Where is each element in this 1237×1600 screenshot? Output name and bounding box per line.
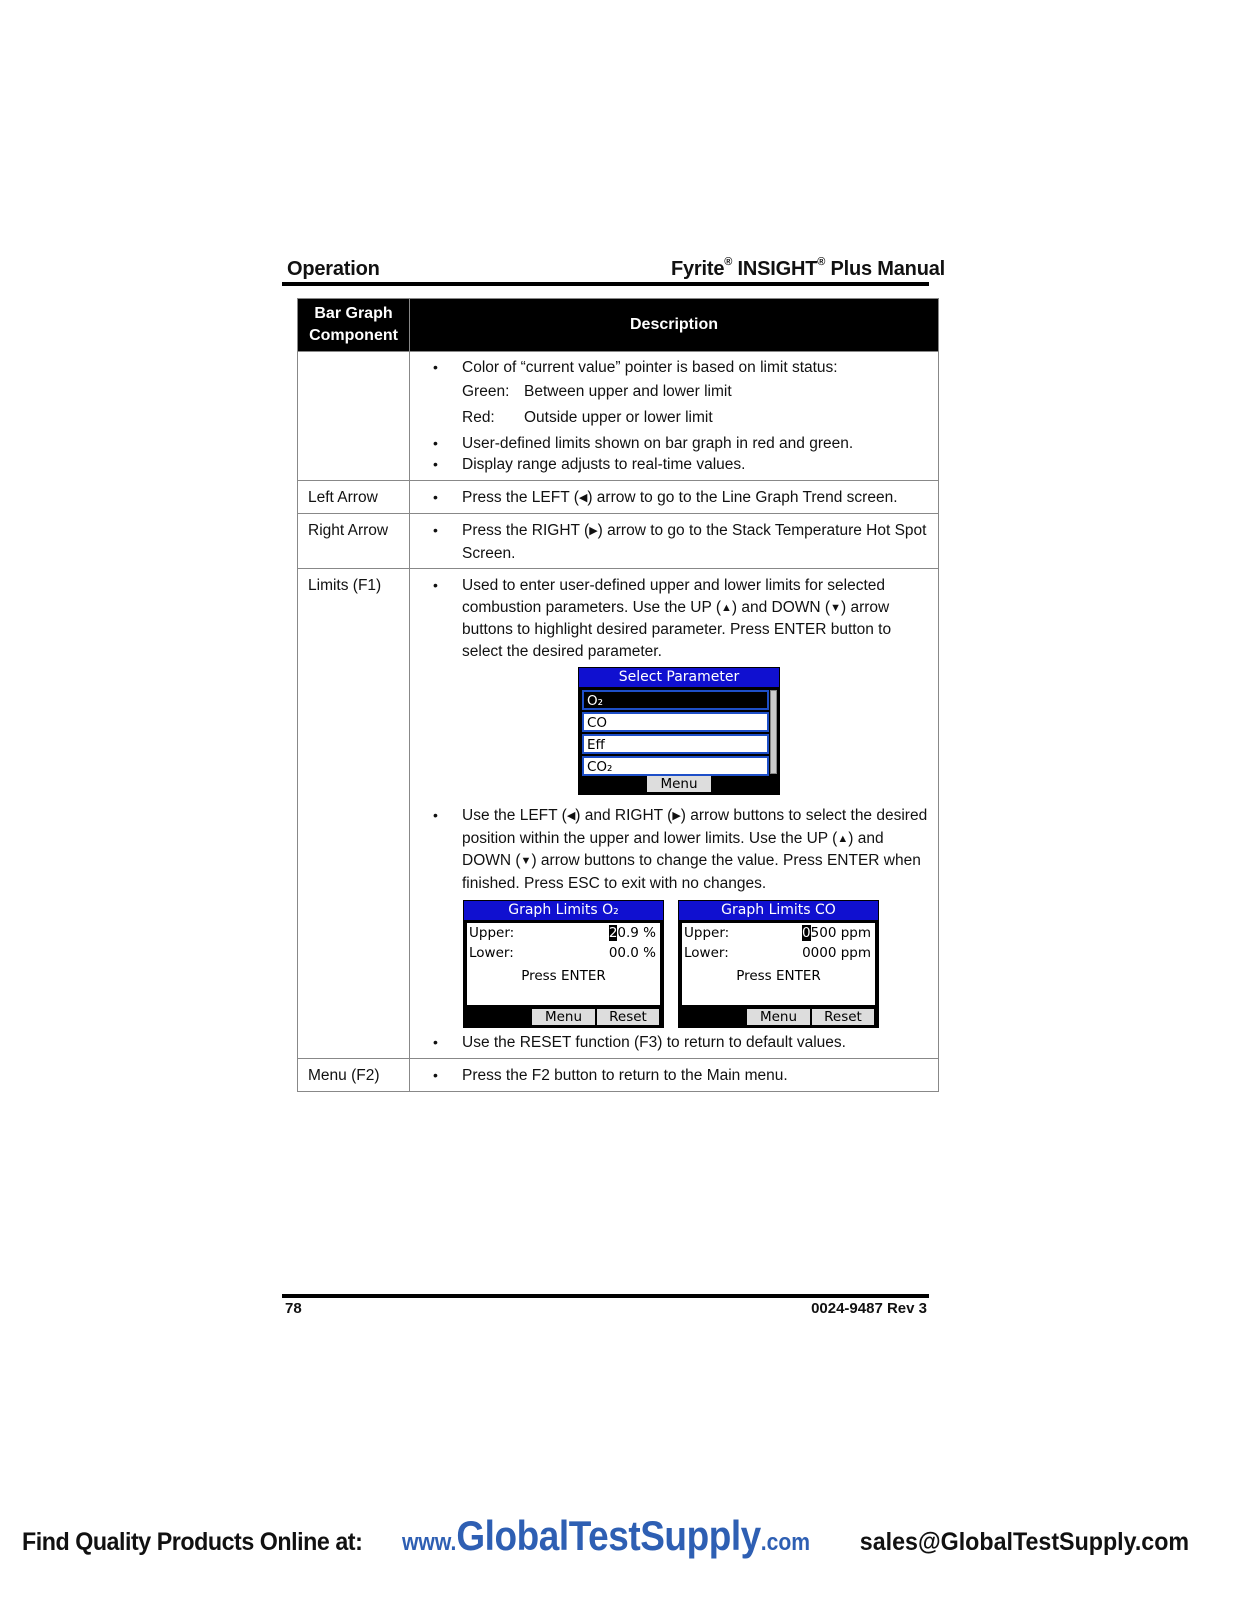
status-value: Outside upper or lower limit — [524, 408, 713, 426]
text: Use the LEFT ( — [462, 807, 567, 824]
bullet-item — [430, 805, 928, 894]
description-cell — [410, 480, 939, 514]
bullet-item: • Use the RESET function (F3) to return to default values. — [430, 1032, 928, 1054]
text: ) arrow to go to the Line Graph Trend screen. — [587, 488, 898, 506]
component-cell: Menu (F2) — [298, 1058, 410, 1091]
component-cell: Left Arrow — [298, 480, 410, 514]
menu-softkey[interactable]: Menu — [532, 1009, 595, 1025]
text: ) arrow buttons to change the value. Press ENTER when finished. Press ESC to exit with no changes. — [462, 852, 921, 892]
section-title: Operation — [287, 258, 380, 280]
graph-limits-screens — [463, 900, 928, 1028]
description-cell — [410, 352, 939, 481]
status-line-red — [430, 405, 928, 431]
graph-limits-o2-screen — [463, 900, 664, 1028]
down-arrow-icon: ▼ — [830, 601, 841, 614]
registered-mark: ® — [817, 256, 826, 269]
text: ) and RIGHT ( — [575, 807, 673, 824]
component-cell: Right Arrow — [298, 514, 410, 569]
header-line: Component — [309, 327, 398, 344]
bullet-item — [430, 575, 928, 662]
text: Press the LEFT ( — [462, 488, 579, 506]
lower-limit-line — [684, 944, 871, 962]
edit-cursor: 0 — [802, 925, 811, 941]
text: Used to enter user-defined upper and lower limits for selected combustion parameters. Use the UP ( — [462, 577, 886, 616]
list-item-eff[interactable]: Eff — [582, 734, 769, 754]
upper-value-rest: 500 ppm — [810, 925, 871, 941]
url-suffix: .com — [760, 1529, 811, 1556]
parameter-list — [582, 690, 769, 778]
lower-label: Lower: — [469, 945, 514, 961]
table-row — [298, 352, 939, 481]
text: ) and DOWN ( — [731, 598, 831, 616]
upper-value[interactable] — [802, 924, 871, 942]
screen-title: Select Parameter — [579, 668, 779, 687]
lower-value[interactable]: 00.0 % — [608, 945, 656, 961]
screen-body — [682, 923, 875, 1005]
screen-body — [467, 923, 660, 1005]
manual-title-part2: INSIGHT — [732, 258, 818, 280]
left-arrow-icon: ◀ — [566, 810, 576, 822]
registered-mark: ® — [724, 256, 733, 269]
screen-title: Graph Limits O₂ — [464, 901, 663, 920]
text: ) arrow to go to the Stack Temperature Hot Spot Screen. — [462, 522, 927, 562]
reset-softkey[interactable]: Reset — [812, 1009, 874, 1025]
screen-title: Graph Limits CO — [679, 901, 878, 920]
right-arrow-icon: ▶ — [589, 525, 598, 537]
down-arrow-icon: ▼ — [520, 855, 532, 867]
bullet-item: • Display range adjusts to real-time values. — [430, 454, 928, 476]
status-value: Between upper and lower limit — [524, 382, 732, 400]
press-enter-prompt: Press ENTER — [521, 968, 606, 984]
list-item-co[interactable]: CO — [582, 712, 769, 732]
table-row — [298, 514, 939, 569]
softkey-bar — [532, 1009, 659, 1025]
upper-label: Upper: — [684, 925, 730, 941]
press-enter-prompt: Press ENTER — [736, 968, 821, 984]
column-header-component — [298, 299, 410, 352]
status-key: Red: — [462, 408, 495, 426]
text: Press the RIGHT ( — [462, 522, 590, 539]
bar-graph-table — [297, 298, 939, 1092]
menu-softkey[interactable]: Menu — [747, 1009, 810, 1025]
promo-url-link[interactable] — [402, 1512, 810, 1560]
scrollbar[interactable] — [770, 690, 777, 774]
text: ) arrow buttons to select the desired position within the upper and lower limits. Use the UP ( — [462, 807, 928, 847]
text: ) and DOWN ( — [462, 829, 884, 869]
url-prefix: www. — [402, 1529, 457, 1556]
upper-label: Upper: — [469, 925, 515, 941]
graph-limits-co-screen — [678, 900, 879, 1028]
url-domain: GlobalTestSupply — [456, 1512, 761, 1559]
table-row — [298, 1058, 939, 1091]
softkey-bar — [747, 1009, 874, 1025]
lower-label: Lower: — [684, 945, 729, 961]
description-cell — [410, 569, 939, 1059]
footer-rule — [282, 1294, 929, 1298]
upper-limit-line — [469, 924, 656, 942]
table-row — [298, 480, 939, 514]
upper-value[interactable] — [609, 924, 656, 942]
reset-softkey[interactable]: Reset — [597, 1009, 659, 1025]
bullet-item — [430, 520, 928, 564]
upper-limit-line — [684, 924, 871, 942]
lower-limit-line — [469, 944, 656, 962]
right-arrow-icon: ▶ — [672, 810, 681, 822]
edit-cursor: 2 — [608, 925, 618, 941]
page-number: 78 — [285, 1300, 302, 1317]
status-line-green — [430, 379, 928, 405]
table-row — [298, 569, 939, 1059]
promo-text: Find Quality Products Online at: — [22, 1528, 363, 1556]
manual-title-part3: Plus Manual — [825, 258, 945, 280]
upper-value-rest: 0.9 % — [617, 925, 656, 941]
select-parameter-screen — [578, 667, 780, 795]
list-item-o2[interactable]: O₂ — [582, 690, 769, 710]
bullet-item: • Press the F2 button to return to the Main menu. — [430, 1065, 928, 1087]
column-header-description: Description — [410, 299, 939, 352]
left-arrow-icon: ◀ — [578, 491, 588, 504]
up-arrow-icon: ▲ — [721, 601, 732, 614]
description-cell — [410, 1058, 939, 1091]
manual-title — [671, 258, 945, 281]
header-rule — [282, 282, 929, 286]
up-arrow-icon: ▲ — [837, 832, 849, 845]
table-header-row — [298, 299, 939, 352]
promo-email-link[interactable]: sales@GlobalTestSupply.com — [859, 1528, 1189, 1556]
component-cell: Limits (F1) — [298, 569, 410, 1059]
bullet-item: • User-defined limits shown on bar graph in red and green. — [430, 433, 928, 455]
list-item-co2[interactable]: CO₂ — [582, 756, 769, 776]
menu-softkey[interactable]: Menu — [647, 776, 711, 792]
manual-title-part1: Fyrite — [670, 258, 725, 280]
component-cell — [298, 352, 410, 481]
bullet-item: • Color of “current value” pointer is based on limit status: — [430, 357, 928, 379]
lower-value[interactable]: 0000 ppm — [802, 945, 871, 961]
document-number: 0024-9487 Rev 3 — [811, 1300, 927, 1317]
status-key: Green: — [462, 382, 510, 400]
header-line: Bar Graph — [314, 305, 393, 322]
bullet-item — [430, 487, 928, 510]
description-cell — [410, 514, 939, 569]
text: ) arrow buttons to highlight desired parameter. Press ENTER button to select the desired parameter. — [462, 598, 892, 660]
